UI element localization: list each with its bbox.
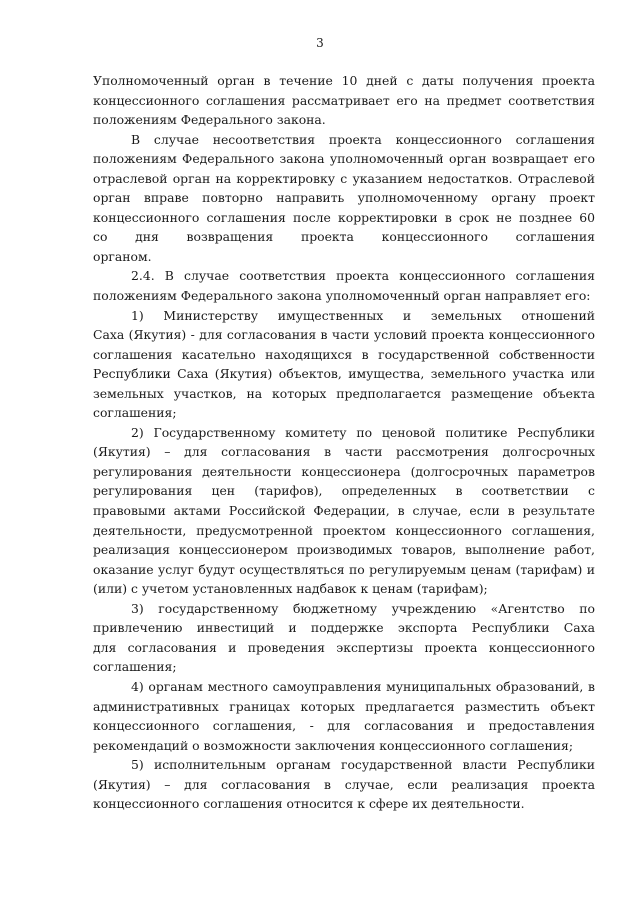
text-line: 2) Государственному комитету по ценовой политике Республики (131, 424, 595, 440)
text-line: (Якутия) – для согласования в части рассмотрения долгосрочных (93, 444, 595, 460)
text-line: для согласования и проведения экспертизы проекта концессионного (93, 639, 595, 655)
text-line: 2.4. В случае соответствия проекта концессионного соглашения (131, 268, 595, 284)
document-body (93, 71, 595, 814)
text-line: концессионного соглашения после корректировки в срок не позднее 60 (93, 209, 595, 225)
paragraph (93, 677, 595, 755)
text-line: концессионного соглашения, - для согласования и предоставления (93, 718, 595, 734)
paragraph (93, 755, 595, 814)
text-line: соглашения; (93, 659, 177, 675)
text-line: 5) исполнительным органам государственной власти Республики (131, 757, 595, 773)
text-line: регулирования деятельности концессионера (долгосрочных параметров (93, 463, 595, 479)
page-number: 3 (316, 36, 324, 50)
text-line: рекомендаций о возможности заключения концессионного соглашения; (93, 737, 574, 753)
text-line: концессионного соглашения относится к сфере их деятельности. (93, 796, 525, 812)
text-line: положениям Федерального закона уполномоченный орган направляет его: (93, 288, 591, 304)
text-line: привлечению инвестиций и поддержке экспорта Республики Саха (93, 620, 595, 636)
text-line: (Якутия) – для согласования в случае, если реализация проекта (93, 776, 595, 792)
text-line: соглашения; (93, 405, 177, 421)
text-line: орган вправе повторно направить уполномоченному органу проект (93, 190, 595, 206)
paragraph (93, 71, 595, 130)
paragraph (93, 599, 595, 677)
text-line: органом. (93, 248, 152, 264)
text-line: правовыми актами Российской Федерации, в случае, если в результате (93, 503, 595, 519)
text-line: соглашения касательно находящихся в государственной собственности (93, 346, 595, 362)
text-line: регулирования цен (тарифов), определенных в соответствии с (93, 483, 595, 499)
paragraph (93, 266, 595, 305)
text-line: реализация концессионером производимых товаров, выполнение работ, (93, 542, 595, 558)
text-line: со дня возвращения проекта концессионного соглашения (93, 229, 595, 245)
text-line: Саха (Якутия) - для согласования в части условий проекта концессионного (93, 327, 595, 343)
text-line: оказание услуг будут осуществляться по регулируемым ценам (тарифам) и (93, 561, 595, 577)
text-line: 1) Министерству имущественных и земельных отношений (131, 307, 595, 323)
text-line: 3) государственному бюджетному учреждению «Агентство по (131, 600, 595, 616)
paragraph (93, 130, 595, 267)
text-line: отраслевой орган на корректировку с указанием недостатков. Отраслевой (93, 170, 595, 186)
text-line: административных границах которых предлагается разместить объект (93, 698, 595, 714)
text-line: концессионного соглашения рассматривает его на предмет соответствия (93, 92, 595, 108)
text-line: (или) с учетом установленных надбавок к ценам (тарифам); (93, 581, 488, 597)
text-line: положениям Федерального закона уполномоченный орган возвращает его (93, 151, 595, 167)
text-line: положениям Федерального закона. (93, 112, 326, 128)
text-line: земельных участков, на которых предполагается размещение объекта (93, 385, 595, 401)
text-line: Уполномоченный орган в течение 10 дней с даты получения проекта (93, 73, 595, 88)
text-line: деятельности, предусмотренной проектом концессионного соглашения, (93, 522, 595, 538)
text-line: Республики Саха (Якутия) объектов, имущества, земельного участка или (93, 366, 595, 382)
paragraph (93, 306, 595, 423)
text-line: В случае несоответствия проекта концессионного соглашения (131, 131, 595, 147)
paragraph (93, 423, 595, 599)
text-line: 4) органам местного самоуправления муниципальных образований, в (131, 678, 595, 694)
